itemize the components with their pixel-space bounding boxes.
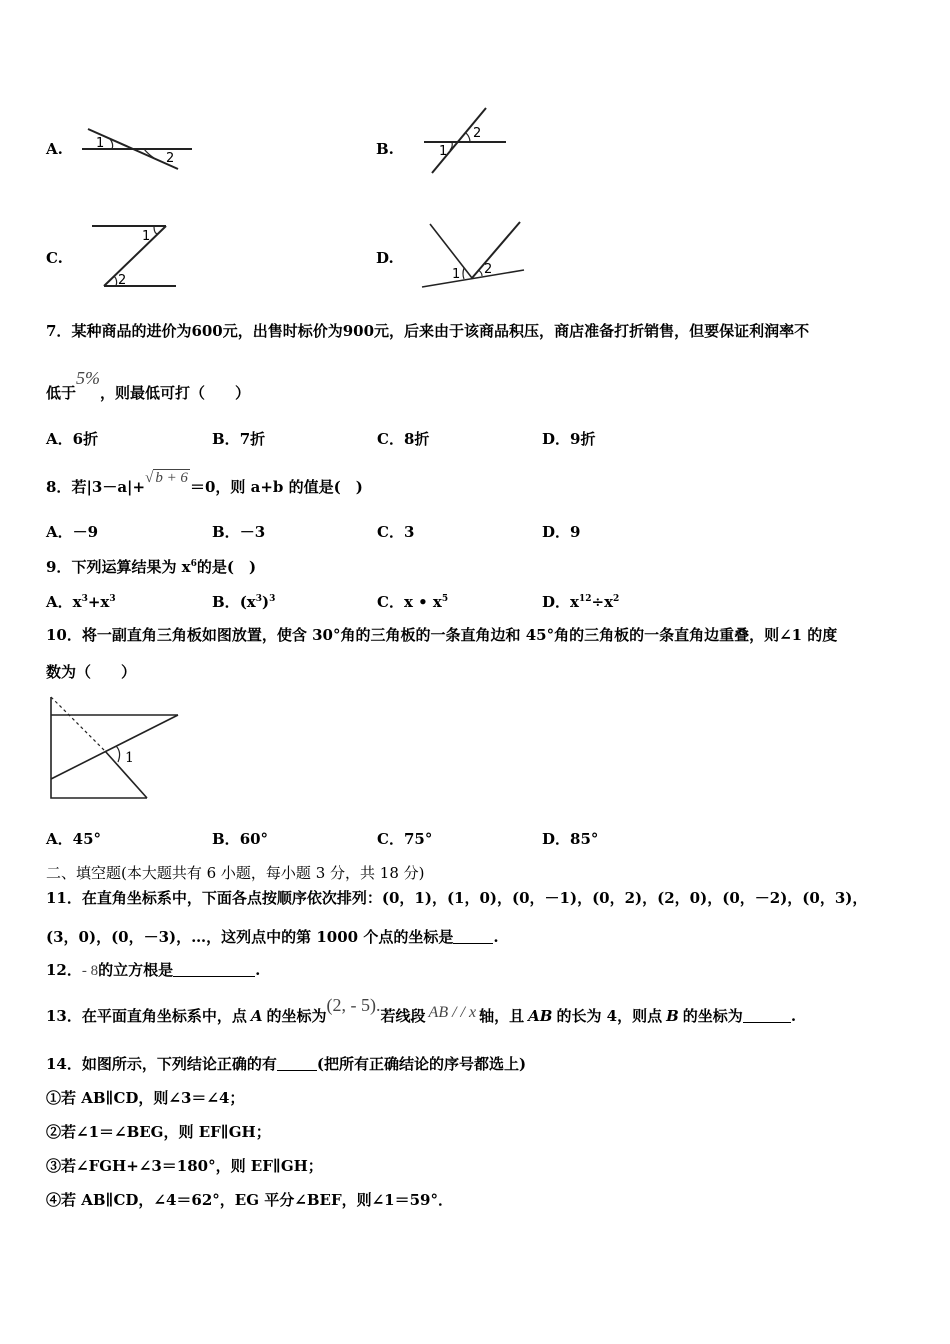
q10-option-c[interactable]: C．75°	[377, 830, 433, 848]
q9-option-a[interactable]: A．$x^3+x^3$	[46, 593, 116, 611]
q10-option-d[interactable]: D．85°	[542, 830, 599, 848]
q13-point-b: B	[666, 1007, 679, 1025]
q9-option-c[interactable]: C．x • $x^5$	[377, 593, 449, 611]
q11-line1	[46, 887, 867, 908]
q12-text: 的立方根是	[98, 961, 174, 979]
q10-angle-label: 1	[125, 750, 134, 766]
q10-text-1: 将一副直角三角板如图放置，使含 30°角的三角板的一条直角边和 45°角的三角板的一条直角边重叠，则∠1 的度	[81, 626, 838, 644]
fig-a-angle-1: 1	[96, 136, 105, 151]
q12-answer-blank[interactable]	[173, 964, 255, 977]
q10-number: 10．	[46, 626, 82, 644]
q14-item-4: ④若 AB∥CD，∠4＝62°，EG 平分∠BEF，则∠1＝59°．	[46, 1191, 453, 1209]
q6-option-a-label: A.	[46, 140, 63, 158]
fig-c-angle-2: 2	[118, 273, 127, 288]
q7-option-d[interactable]: D．9折	[542, 430, 596, 448]
q13-text-mid2: 若线段	[380, 1007, 426, 1025]
fig-c-arc-2	[114, 276, 117, 286]
q12-math: - 8	[81, 963, 99, 979]
fig-b-angle-1: 1	[439, 144, 448, 159]
q13-text-end: .	[790, 1007, 797, 1025]
q11-line2	[46, 926, 499, 947]
q8-text-post: ＝0，则 a+b 的值是( )	[189, 478, 363, 496]
q13-line	[46, 995, 797, 1026]
q7-number: 7．	[46, 322, 72, 340]
q7-option-b[interactable]: B．7折	[212, 430, 266, 448]
q13-number: 13．	[46, 1007, 82, 1025]
q10-line1	[46, 624, 837, 645]
q8-option-d[interactable]: D．9	[542, 523, 581, 541]
fig-a-angle-2: 2	[166, 151, 175, 166]
q12-number: 12．	[46, 961, 82, 979]
q8-math-radicand: b + 6	[155, 470, 188, 486]
q14-item-3: ③若∠FGH+∠3＝180°，则 EF∥GH；	[46, 1157, 323, 1175]
q13-point-a: A	[250, 1007, 263, 1025]
q13-math-coord: (2, - 5).	[326, 995, 381, 1015]
q7-line1	[46, 320, 809, 341]
q9-line	[46, 556, 256, 577]
q13-text-pre: 在平面直角坐标系中，点	[81, 1007, 247, 1025]
fig-d-left-line	[430, 224, 472, 278]
section-2-heading: 二、填空题(本大题共有 6 小题，每小题 3 分，共 18 分)	[46, 864, 425, 882]
q13-text-mid1: 的坐标为	[266, 1007, 327, 1025]
q6-figure-a	[80, 120, 200, 180]
sqrt-icon: √ b + 6	[145, 470, 188, 486]
fig-c-arc-1	[154, 226, 158, 234]
q11-text-2: (3，0)，(0，－3)，…，这列点中的第 1000 个点的坐标是	[46, 928, 454, 946]
q7-text-2-pre: 低于	[46, 384, 77, 402]
q11-answer-blank[interactable]	[453, 931, 493, 944]
fig-d-arc-2	[478, 270, 482, 276]
q6-option-c-label: C.	[46, 249, 63, 267]
q9-text-post: 的是( )	[196, 558, 257, 576]
q12-text-end: .	[255, 961, 261, 979]
q6-figure-b	[420, 105, 520, 180]
q9-option-d[interactable]: D．$x^{12}\div x^2$	[542, 593, 620, 611]
q7-line2	[46, 368, 251, 403]
q13-text-mid4: 的长为 4，则点	[556, 1007, 663, 1025]
q13-text-mid3: 轴，且	[479, 1007, 525, 1025]
q8-line	[46, 470, 363, 497]
q10-triangle-45-hyp-hidden	[51, 697, 105, 751]
q11-text-2-end: .	[493, 928, 499, 946]
q13-answer-blank[interactable]	[743, 1010, 791, 1023]
q8-option-a[interactable]: A．－9	[46, 523, 99, 541]
q10-triangle-30-hyp	[51, 715, 178, 779]
q14-text: 如图所示，下列结论正确的有	[81, 1055, 277, 1073]
q7-text-1: 某种商品的进价为600元，出售时标价为900元，后来由于该商品积压，商店准备打折销售，但要保证利润率不	[71, 322, 810, 340]
fig-d-arc-1	[463, 268, 464, 279]
q6-figure-c	[88, 220, 188, 295]
q14-text-post: (把所有正确结论的序号都选上)	[316, 1055, 527, 1073]
q14-line	[46, 1053, 526, 1074]
fig-d-right-line	[472, 222, 520, 278]
fig-d-base-line	[422, 270, 524, 287]
q13-text-mid5: 的坐标为	[682, 1007, 743, 1025]
fig-d-angle-2: 2	[484, 262, 493, 277]
q14-answer-blank[interactable]	[277, 1058, 317, 1071]
q7-math-percent: 5%	[76, 368, 101, 388]
q8-option-c[interactable]: C．3	[377, 523, 415, 541]
q14-number: 14．	[46, 1055, 82, 1073]
q9-sup: 6	[190, 559, 197, 569]
fig-b-angle-2: 2	[473, 126, 482, 141]
q10-option-a[interactable]: A．45°	[46, 830, 102, 848]
q11-number: 11．	[46, 889, 82, 907]
q10-line2: 数为（ ）	[46, 663, 137, 681]
q7-option-a[interactable]: A．6折	[46, 430, 99, 448]
q6-option-d-label: D.	[376, 249, 394, 267]
q10-angle-arc	[116, 746, 120, 762]
q11-text-1: 在直角坐标系中，下面各点按顺序依次排列：(0，1)，(1，0)，(0，－1)，(0，2)，(2，0)，(0，－2)，(0，3)，	[81, 889, 868, 907]
q6-figure-d	[420, 218, 530, 293]
fig-c-diagonal	[104, 226, 166, 286]
q14-item-2: ②若∠1＝∠BEG，则 EF∥GH；	[46, 1123, 271, 1141]
q13-segment-ab: AB	[528, 1007, 553, 1025]
q6-option-b-label: B.	[376, 140, 394, 158]
q9-text-pre: 下列运算结果为 x	[71, 558, 191, 576]
fig-b-arc-2	[466, 133, 470, 142]
q10-option-b[interactable]: B．60°	[212, 830, 269, 848]
fig-d-angle-1: 1	[452, 267, 461, 282]
q8-text-pre: 若|3－a|+	[71, 478, 146, 496]
q9-number: 9．	[46, 558, 72, 576]
q10-triangle-figure	[46, 692, 186, 802]
fig-c-angle-1: 1	[142, 229, 151, 244]
q7-option-c[interactable]: C．8折	[377, 430, 430, 448]
q8-option-b[interactable]: B．－3	[212, 523, 266, 541]
q14-item-1: ①若 AB∥CD，则∠3＝∠4；	[46, 1089, 245, 1107]
q13-math-seg: AB / / x	[428, 1004, 477, 1021]
q7-text-2-post: ，则最低可打（ ）	[100, 384, 251, 402]
q8-number: 8．	[46, 478, 72, 496]
q9-option-b[interactable]: B．$(x^3)^3$	[212, 593, 276, 611]
q12-line	[46, 959, 260, 980]
